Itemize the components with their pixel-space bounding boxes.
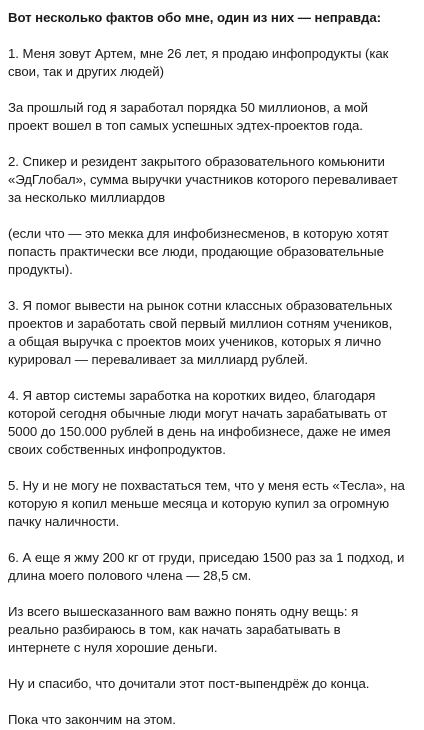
fact-5-paragraph: 5. Ну и не могу не похвастаться тем, что у меня есть «Тесла», на которую я копил меньше месяца и которую купил за огромную пачку наличности. bbox=[8, 478, 405, 529]
fact-3-paragraph: 3. Я помог вывести на рынок сотни классных образовательных проектов и заработать свой первый миллион сотням учеников, а общая выручка с проектов моих учеников, которых я лично курировал — переваливает за миллиард рублей. bbox=[8, 298, 393, 367]
thanks-paragraph: Ну и спасибо, что дочитали этот пост-выпендрёж до конца. bbox=[8, 676, 370, 691]
fact-6-paragraph: 6. А еще я жму 200 кг от груди, приседаю 1500 раз за 1 подход, и длина моего полового члена — 28,5 см. bbox=[8, 550, 405, 583]
post-heading: Вот несколько фактов обо мне, один из них — неправда: bbox=[8, 10, 381, 25]
fact-4-paragraph: 4. Я автор системы заработка на коротких видео, благодаря которой сегодня обычные люди могут начать зарабатывать от 5000 до 150.000 рублей в день на инфобизнесе, даже не имея своих собственных инфопродуктов. bbox=[8, 388, 391, 457]
conclusion-paragraph: Из всего вышесказанного вам важно понять одну вещь: я реально разбираюсь в том, как начать зарабатывать в интернете с нуля хорошие деньги. bbox=[8, 604, 359, 655]
fact-2-paragraph: 2. Спикер и резидент закрытого образовательного комьюнити «ЭдГлобал», сумма выручки участников которого переваливает за несколько миллиардов bbox=[8, 154, 398, 205]
closing-paragraph: Пока что закончим на этом. bbox=[8, 712, 176, 727]
earnings-paragraph: За прошлый год я заработал порядка 50 миллионов, а мой проект вошел в топ самых успешных эдтех-проектов года. bbox=[8, 100, 368, 133]
community-note-paragraph: (если что — это мекка для инфобизнесменов, в которую хотят попасть практически все люди, продающие образовательные продукты). bbox=[8, 226, 389, 277]
fact-1-paragraph: 1. Меня зовут Артем, мне 26 лет, я продаю инфопродукты (как свои, так и других людей) bbox=[8, 46, 389, 79]
